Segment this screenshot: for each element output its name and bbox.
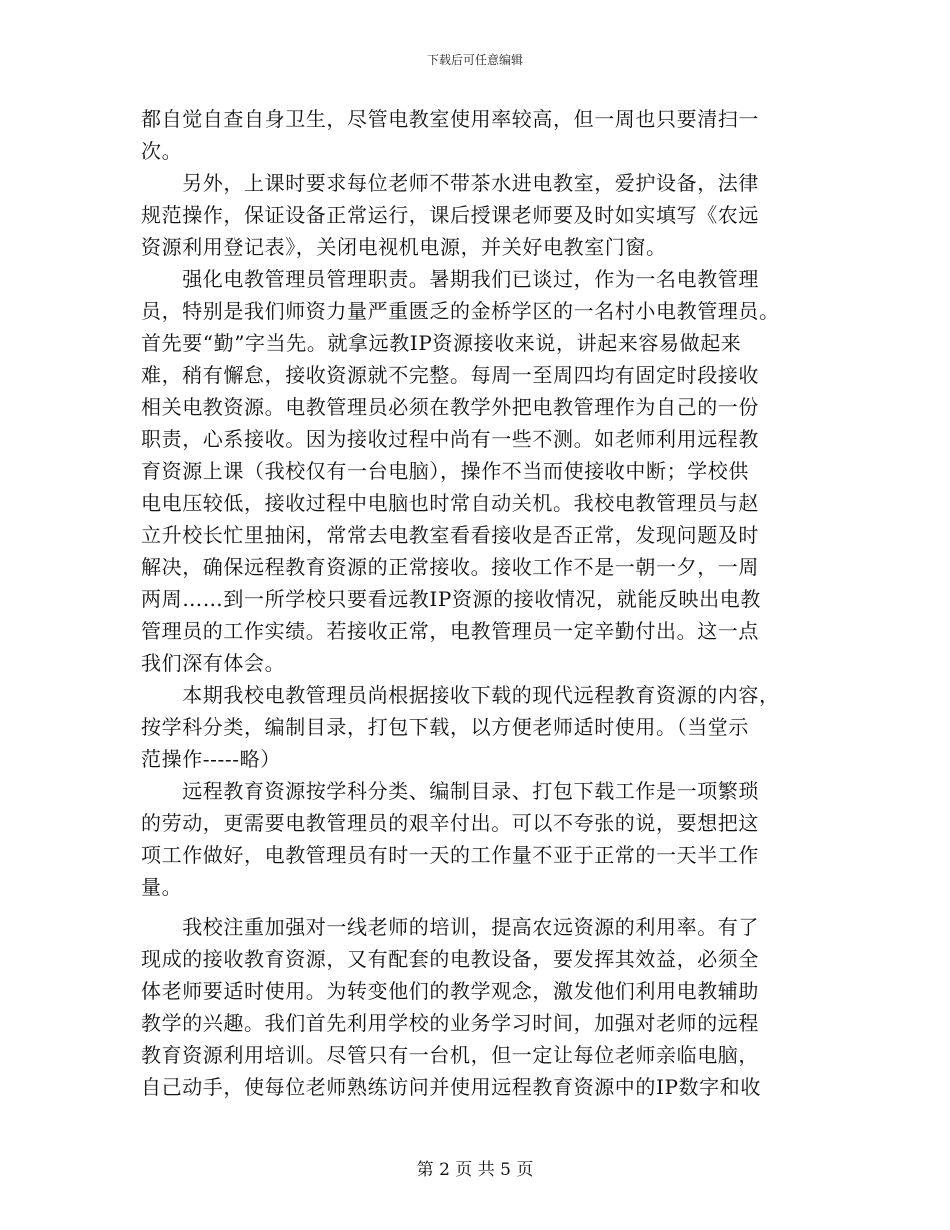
- text-line: 本期我校电教管理员尚根据接收下载的现代远程教育资源的内容，: [141, 683, 780, 707]
- text-line: 我们深有体会。: [141, 651, 286, 675]
- page-header: 下载后可任意编辑: [426, 53, 523, 67]
- text-line: 都自觉自查自身卫生，尽管电教室使用率较高，但一周也只要清扫一: [141, 107, 759, 131]
- text-line: 量。: [141, 875, 183, 899]
- text-line: 次。: [141, 139, 183, 163]
- text-line: 两周……到一所学校只要看远教IP资源的接收情况，就能反映出电教: [141, 587, 761, 611]
- text-line: 远程教育资源按学科分类、编制目录、打包下载工作是一项繁琐: [141, 779, 759, 803]
- paragraph-gap: [141, 903, 811, 911]
- text-line: 我校注重加强对一线老师的培训，提高农远资源的利用率。有了: [141, 915, 759, 939]
- text-line: 现成的接收教育资源，又有配套的电教设备，要发挥其效益，必须全: [141, 947, 759, 971]
- text-line: 规范操作，保证设备正常运行，课后授课老师要及时如实填写《农远: [141, 203, 759, 227]
- text-line: 育资源上课（我校仅有一台电脑），操作不当而使接收中断；学校供: [141, 459, 749, 483]
- text-line: 教学的兴趣。我们首先利用学校的业务学习时间，加强对老师的远程: [141, 1011, 759, 1035]
- text-line: 立升校长忙里抽闲，常常去电教室看看接收是否正常，发现问题及时: [141, 523, 759, 547]
- page-footer: 第 2 页 共 5 页: [416, 1160, 534, 1180]
- text-line: 教育资源利用培训。尽管只有一台机，但一定让每位老师亲临电脑，: [141, 1043, 759, 1067]
- text-line: 另外，上课时要求每位老师不带茶水进电教室，爱护设备，法律: [141, 171, 759, 195]
- text-line: 范操作-----略）: [141, 747, 281, 771]
- text-line: 解决，确保远程教育资源的正常接收。接收工作不是一朝一夕，一周: [141, 555, 759, 579]
- text-line: 资源利用登记表》，关闭电视机电源，并关好电教室门窗。: [141, 235, 667, 259]
- text-line: 项工作做好，电教管理员有时一天的工作量不亚于正常的一天半工作: [141, 843, 759, 867]
- text-line: 员，特别是我们师资力量严重匮乏的金桥学区的一名村小电教管理员。: [141, 299, 780, 323]
- text-line: 难，稍有懈怠，接收资源就不完整。每周一至周四均有固定时段接收: [141, 363, 759, 387]
- text-line: 职责，心系接收。因为接收过程中尚有一些不测。如老师利用远程教: [141, 427, 759, 451]
- text-line: 的劳动，更需要电教管理员的艰辛付出。可以不夸张的说，要想把这: [141, 811, 759, 835]
- text-line: 管理员的工作实绩。若接收正常，电教管理员一定辛勤付出。这一点: [141, 619, 759, 643]
- text-line: 自己动手，使每位老师熟练访问并使用远程教育资源中的IP数字和收: [141, 1075, 761, 1099]
- text-line: 相关电教资源。电教管理员必须在教学外把电教管理作为自己的一份: [141, 395, 759, 419]
- text-line: 首先要“勤”字当先。就拿远教IP资源接收来说，讲起来容易做起来: [141, 331, 742, 355]
- text-line: 电电压较低，接收过程中电脑也时常自动关机。我校电教管理员与赵: [141, 491, 759, 515]
- text-line: 按学科分类，编制目录，打包下载，以方便老师适时使用。（当堂示: [141, 715, 749, 739]
- text-line: 体老师要适时使用。为转变他们的教学观念，激发他们利用电教辅助: [141, 979, 759, 1003]
- document-body: [141, 103, 811, 1103]
- text-line: 强化电教管理员管理职责。暑期我们已谈过，作为一名电教管理: [141, 267, 759, 291]
